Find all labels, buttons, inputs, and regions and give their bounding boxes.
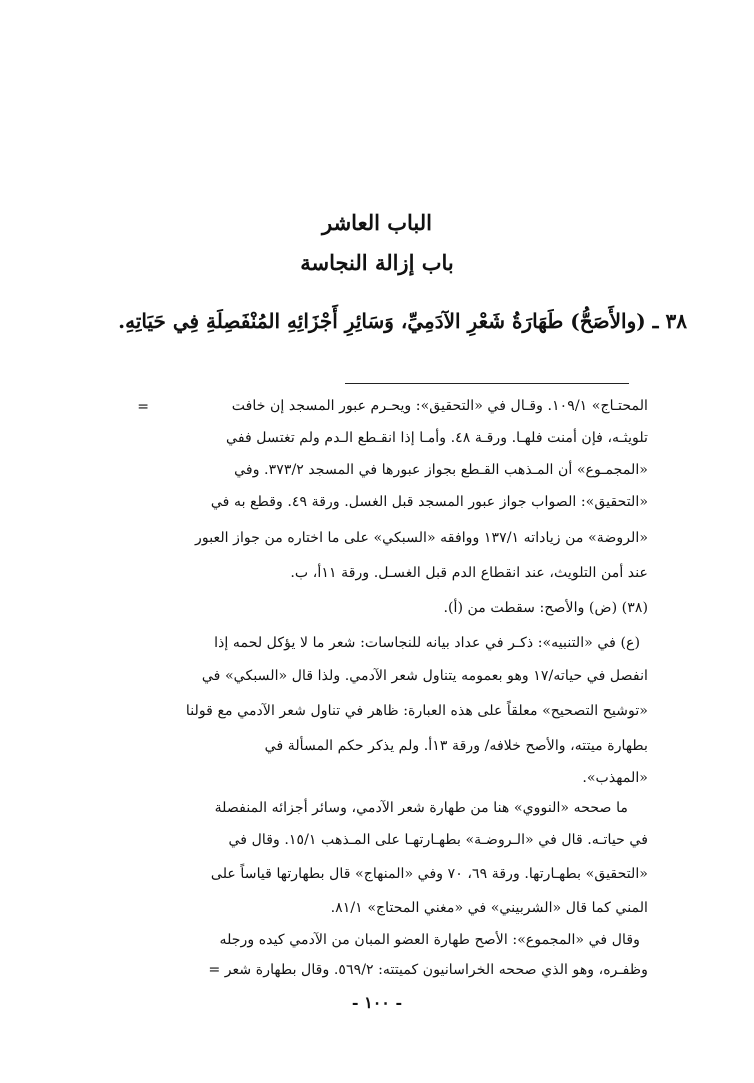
continuation-marker: = [137,399,149,415]
footnote-line: عند أمن التلويث، عند انقطاع الدم قبل الغسـل. ورقة ١١أ، ب. [290,565,648,581]
commentary-line: «التحقيق» بطهـارتها. ورقة ٦٩، ٧٠ وفي «المنهاج» قال بطهارتها قياساً على [210,866,648,882]
footnote-line: المحتـاج» ١٠٩/١. وقـال في «التحقيق»: ويحـرم عبور المسجد إن خافت [231,398,648,414]
footnote-line: «التحقيق»: الصواب جواز عبور المسجد قبل الغسل. ورقة ٤٩. وقطع به في [210,494,648,510]
commentary-line: في حياتـه. قال في «الـروضـة» بطهـارتهـا على المـذهب ١٥/١. وقال في [228,832,648,848]
footnote-separator [345,383,629,384]
rule-38-text: ٣٨ ـ (والأَصَحُّ) طَهَارَةُ شَعْرِ الآدَمِيِّ، وَسَائِرِ أَجْزَائِهِ المُنْفَصِلَةِ فِي حَيَاتِهِ. [118,309,687,333]
chapter-subtitle: باب إزالة النجاسة [300,250,454,275]
commentary-line: «توشيح التصحيح» معلقاً على هذه العبارة: ظاهر في تناول شعر الآدمي مع قولنا [185,703,648,719]
commentary-line: ما صححه «النووي» هنا من طهارة شعر الآدمي، وسائر أجزائه المنفصلة [214,800,628,816]
commentary-line: (ع) في «التنبيه»: ذكـر في عداد بيانه للنجاسات: شعر ما لا يؤكل لحمه إذا [214,635,640,651]
commentary-line: وقال في «المجموع»: الأصح طهارة العضو المبان من الآدمي كيده ورجله [219,932,640,948]
commentary-line: بطهارة ميتته، والأصح خلافه/ ورقة ١٣أ. ولم يذكر حكم المسألة في [264,738,648,754]
footnote-line: «المجمـوع» أن المـذهب القـطع بجواز عبورها في المسجد ٣٧٣/٢. وفي [234,462,648,478]
commentary-line: «المهذب». [582,770,648,786]
commentary-line: وظفـره، وهو الذي صححه الخراسانيون كميتته: ٥٦٩/٢. وقال بطهارة شعر = [208,962,648,978]
commentary-line: انفصل في حياته/١٧ وهو بعمومه يتناول شعر الآدمي. ولذا قال «السبكي» في [201,668,648,684]
variant-note: (٣٨) (ض) والأصح: سقطت من (أ). [443,600,648,616]
commentary-line: المني كما قال «الشربيني» في «مغني المحتاج» ٨١/١. [330,900,648,916]
footnote-line: تلويثـه، فإن أمنت فلهـا. ورقـة ٤٨. وأمـا إذا انقـطع الـدم ولم تغتسل ففي [226,430,648,446]
page-number: - ١٠٠ - [351,993,403,1012]
footnote-line: «الروضة» من زياداته ١٣٧/١ ووافقه «السبكي» على ما اختاره من جواز العبور [195,530,648,546]
chapter-title: الباب العاشر [322,210,432,235]
